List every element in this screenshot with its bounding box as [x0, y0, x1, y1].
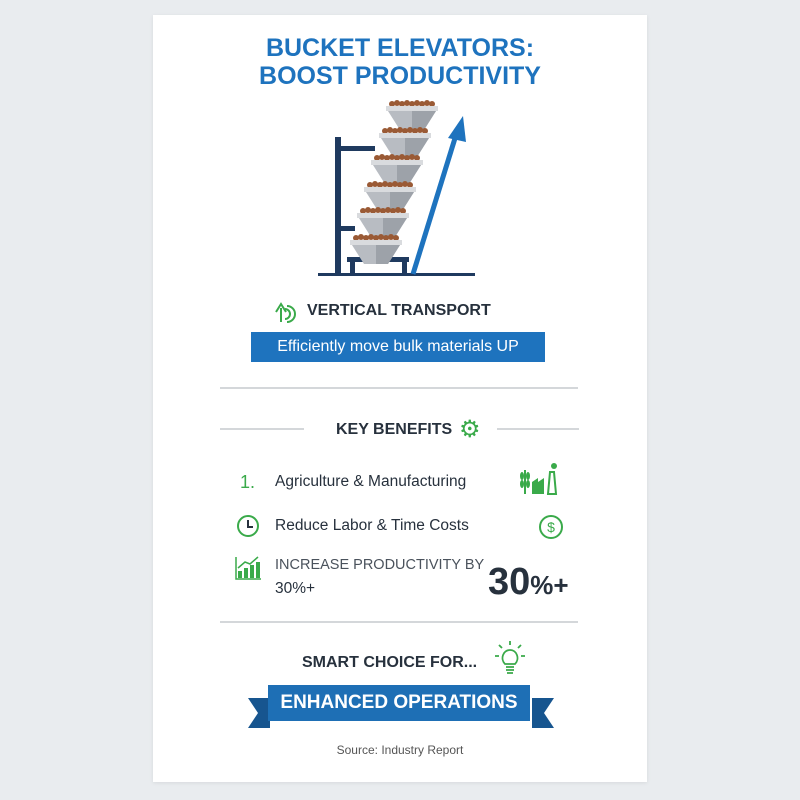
bucket: [371, 154, 423, 184]
title-line-2: BOOST PRODUCTIVITY: [259, 62, 541, 90]
heading-rule-left: [220, 428, 304, 430]
bucket: [364, 181, 416, 211]
clock-icon: [236, 514, 260, 538]
enhanced-operations-ribbon: ENHANCED OPERATIONS: [268, 685, 530, 721]
smart-choice-heading: SMART CHOICE FOR...: [302, 654, 478, 671]
heading-rule-right: [497, 428, 579, 430]
vertical-transport-heading: VERTICAL TRANSPORT: [307, 302, 491, 319]
key-benefits-heading: KEY BENEFITS: [336, 421, 453, 438]
svg-text:$: $: [547, 519, 555, 535]
list-marker: 1.: [240, 472, 256, 492]
stat-number: 30: [488, 561, 531, 603]
upward-cycle-icon: [272, 300, 296, 324]
bucket: [357, 207, 409, 237]
benefit-productivity-line1: INCREASE PRODUCTIVITY BY: [275, 557, 485, 573]
source-note: Source: Industry Report: [336, 743, 464, 757]
title-line-1: BUCKET ELEVATORS:: [265, 34, 535, 62]
divider: [220, 387, 578, 389]
growth-chart-icon: [235, 556, 261, 580]
bucket: [379, 127, 431, 157]
productivity-stat: [488, 561, 569, 604]
bucket: [386, 100, 438, 130]
agriculture-factory-icon: [520, 462, 562, 496]
dollar-icon: [538, 514, 564, 540]
divider: [220, 621, 578, 623]
lightbulb-icon: [494, 640, 526, 676]
stat-suffix: %+: [530, 570, 569, 600]
transport-banner: Efficiently move bulk materials UP: [251, 332, 545, 362]
benefit-reduce-costs: Reduce Labor & Time Costs: [275, 517, 469, 534]
benefit-agriculture: Agriculture & Manufacturing: [275, 473, 467, 490]
gear-icon: ⚙: [459, 416, 481, 443]
benefit-productivity-line2: 30%+: [275, 580, 316, 597]
